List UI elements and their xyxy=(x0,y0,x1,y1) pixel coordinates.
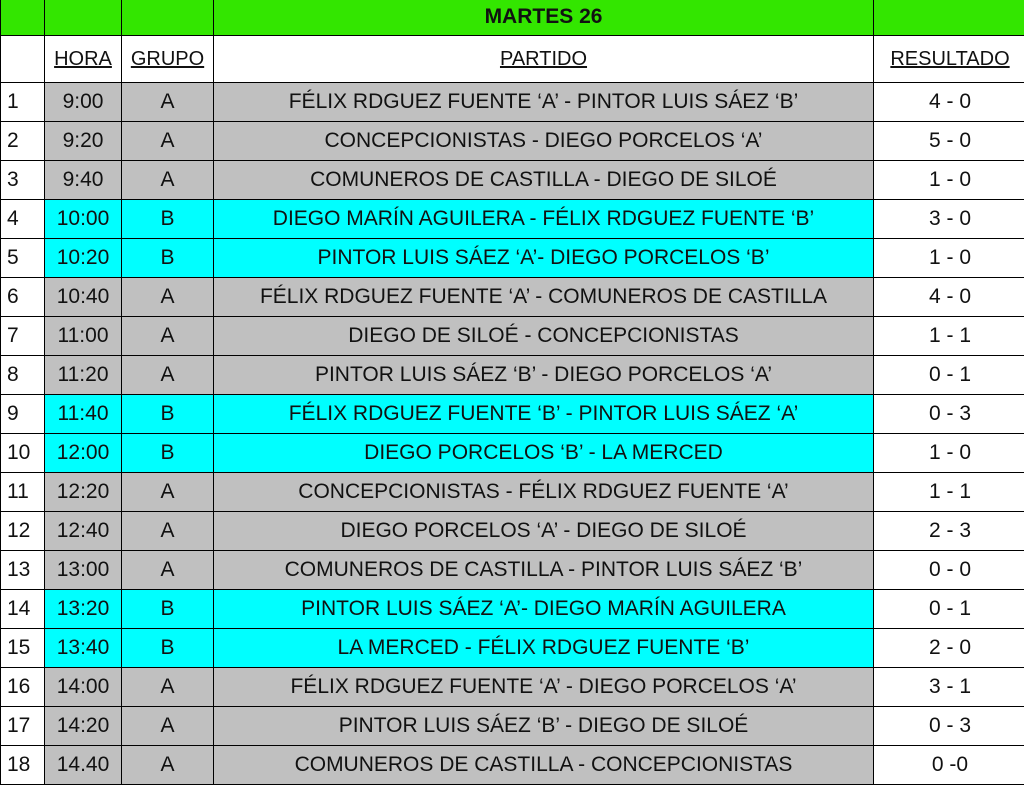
match-time: 9:40 xyxy=(45,161,122,200)
match-number: 3 xyxy=(1,161,45,200)
match-time: 10:20 xyxy=(45,239,122,278)
match-teams: DIEGO DE SILOÉ - CONCEPCIONISTAS xyxy=(214,317,874,356)
match-teams: LA MERCED - FÉLIX RDGUEZ FUENTE ‘B’ xyxy=(214,629,874,668)
match-teams: COMUNEROS DE CASTILLA - DIEGO DE SILOÉ xyxy=(214,161,874,200)
match-teams: COMUNEROS DE CASTILLA - CONCEPCIONISTAS xyxy=(214,746,874,785)
match-group: A xyxy=(122,356,214,395)
match-row xyxy=(1,551,1024,590)
match-time: 14:00 xyxy=(45,668,122,707)
match-teams: CONCEPCIONISTAS - DIEGO PORCELOS ‘A’ xyxy=(214,122,874,161)
schedule-body xyxy=(1,0,1024,785)
match-group: B xyxy=(122,200,214,239)
match-teams: FÉLIX RDGUEZ FUENTE ‘A’ - DIEGO PORCELOS ‘A’ xyxy=(214,668,874,707)
match-group: A xyxy=(122,83,214,122)
match-teams: FÉLIX RDGUEZ FUENTE ‘A’ - COMUNEROS DE CASTILLA xyxy=(214,278,874,317)
match-result: 1 - 0 xyxy=(874,434,1024,473)
match-result: 0 -0 xyxy=(874,746,1024,785)
header-hora xyxy=(45,36,122,83)
match-result: 1 - 0 xyxy=(874,239,1024,278)
match-teams: DIEGO PORCELOS ‘A’ - DIEGO DE SILOÉ xyxy=(214,512,874,551)
match-group: A xyxy=(122,473,214,512)
match-group: B xyxy=(122,590,214,629)
match-teams: PINTOR LUIS SÁEZ ‘A’- DIEGO MARÍN AGUILERA xyxy=(214,590,874,629)
header-grupo xyxy=(122,36,214,83)
match-time: 11:20 xyxy=(45,356,122,395)
match-group: A xyxy=(122,278,214,317)
match-time: 14.40 xyxy=(45,746,122,785)
match-time: 11:40 xyxy=(45,395,122,434)
match-time: 14:20 xyxy=(45,707,122,746)
match-result: 1 - 0 xyxy=(874,161,1024,200)
title-blank-cell xyxy=(122,0,214,36)
match-time: 13:00 xyxy=(45,551,122,590)
match-row xyxy=(1,200,1024,239)
match-result: 2 - 3 xyxy=(874,512,1024,551)
match-teams: CONCEPCIONISTAS - FÉLIX RDGUEZ FUENTE ‘A’ xyxy=(214,473,874,512)
match-teams: FÉLIX RDGUEZ FUENTE ‘B’ - PINTOR LUIS SÁEZ ‘A’ xyxy=(214,395,874,434)
match-number: 11 xyxy=(1,473,45,512)
match-number: 10 xyxy=(1,434,45,473)
match-number: 17 xyxy=(1,707,45,746)
day-title: MARTES 26 xyxy=(214,0,874,36)
match-group: A xyxy=(122,122,214,161)
match-number: 18 xyxy=(1,746,45,785)
match-teams: DIEGO MARÍN AGUILERA - FÉLIX RDGUEZ FUENTE ‘B’ xyxy=(214,200,874,239)
match-number: 9 xyxy=(1,395,45,434)
match-time: 13:40 xyxy=(45,629,122,668)
match-number: 6 xyxy=(1,278,45,317)
match-group: A xyxy=(122,707,214,746)
match-number: 4 xyxy=(1,200,45,239)
header-resultado xyxy=(874,36,1024,83)
match-result: 2 - 0 xyxy=(874,629,1024,668)
match-result: 1 - 1 xyxy=(874,317,1024,356)
match-row xyxy=(1,512,1024,551)
match-time: 12:20 xyxy=(45,473,122,512)
match-number: 2 xyxy=(1,122,45,161)
match-number: 16 xyxy=(1,668,45,707)
match-result: 0 - 1 xyxy=(874,590,1024,629)
header-grupo-label: GRUPO xyxy=(131,48,204,70)
match-row xyxy=(1,239,1024,278)
match-number: 12 xyxy=(1,512,45,551)
header-blank-cell xyxy=(1,36,45,83)
match-number: 13 xyxy=(1,551,45,590)
match-group: A xyxy=(122,746,214,785)
match-number: 7 xyxy=(1,317,45,356)
match-number: 8 xyxy=(1,356,45,395)
match-row xyxy=(1,317,1024,356)
match-time: 10:00 xyxy=(45,200,122,239)
match-teams: FÉLIX RDGUEZ FUENTE ‘A’ - PINTOR LUIS SÁEZ ‘B’ xyxy=(214,83,874,122)
match-row xyxy=(1,122,1024,161)
header-partido xyxy=(214,36,874,83)
match-result: 4 - 0 xyxy=(874,83,1024,122)
match-teams: PINTOR LUIS SÁEZ ‘B’ - DIEGO DE SILOÉ xyxy=(214,707,874,746)
match-row xyxy=(1,746,1024,785)
title-row xyxy=(1,0,1024,36)
match-row xyxy=(1,668,1024,707)
match-row xyxy=(1,356,1024,395)
match-result: 5 - 0 xyxy=(874,122,1024,161)
match-time: 11:00 xyxy=(45,317,122,356)
match-group: A xyxy=(122,317,214,356)
match-row xyxy=(1,278,1024,317)
match-group: A xyxy=(122,161,214,200)
match-group: B xyxy=(122,629,214,668)
match-number: 15 xyxy=(1,629,45,668)
match-group: A xyxy=(122,512,214,551)
match-result: 3 - 1 xyxy=(874,668,1024,707)
match-time: 12:00 xyxy=(45,434,122,473)
match-group: B xyxy=(122,395,214,434)
match-number: 5 xyxy=(1,239,45,278)
title-blank-cell xyxy=(45,0,122,36)
title-blank-cell xyxy=(1,0,45,36)
match-row xyxy=(1,590,1024,629)
match-time: 13:20 xyxy=(45,590,122,629)
header-row xyxy=(1,36,1024,83)
header-hora-label: HORA xyxy=(54,48,112,70)
match-teams: PINTOR LUIS SÁEZ ‘B’ - DIEGO PORCELOS ‘A’ xyxy=(214,356,874,395)
match-result: 0 - 3 xyxy=(874,707,1024,746)
header-resultado-label: RESULTADO xyxy=(890,48,1009,70)
match-result: 0 - 0 xyxy=(874,551,1024,590)
match-time: 10:40 xyxy=(45,278,122,317)
match-row xyxy=(1,395,1024,434)
match-teams: DIEGO PORCELOS ‘B’ - LA MERCED xyxy=(214,434,874,473)
match-result: 0 - 1 xyxy=(874,356,1024,395)
match-time: 12:40 xyxy=(45,512,122,551)
match-result: 0 - 3 xyxy=(874,395,1024,434)
match-row xyxy=(1,629,1024,668)
match-number: 1 xyxy=(1,83,45,122)
match-time: 9:20 xyxy=(45,122,122,161)
match-group: A xyxy=(122,551,214,590)
match-teams: PINTOR LUIS SÁEZ ‘A’- DIEGO PORCELOS ‘B’ xyxy=(214,239,874,278)
title-blank-cell xyxy=(874,0,1024,36)
match-result: 4 - 0 xyxy=(874,278,1024,317)
match-group: B xyxy=(122,239,214,278)
match-row xyxy=(1,473,1024,512)
match-number: 14 xyxy=(1,590,45,629)
match-row xyxy=(1,434,1024,473)
match-row xyxy=(1,707,1024,746)
match-row xyxy=(1,161,1024,200)
match-group: A xyxy=(122,668,214,707)
match-teams: COMUNEROS DE CASTILLA - PINTOR LUIS SÁEZ ‘B’ xyxy=(214,551,874,590)
match-group: B xyxy=(122,434,214,473)
match-row xyxy=(1,83,1024,122)
match-result: 1 - 1 xyxy=(874,473,1024,512)
match-result: 3 - 0 xyxy=(874,200,1024,239)
header-partido-label: PARTIDO xyxy=(500,48,587,70)
match-time: 9:00 xyxy=(45,83,122,122)
